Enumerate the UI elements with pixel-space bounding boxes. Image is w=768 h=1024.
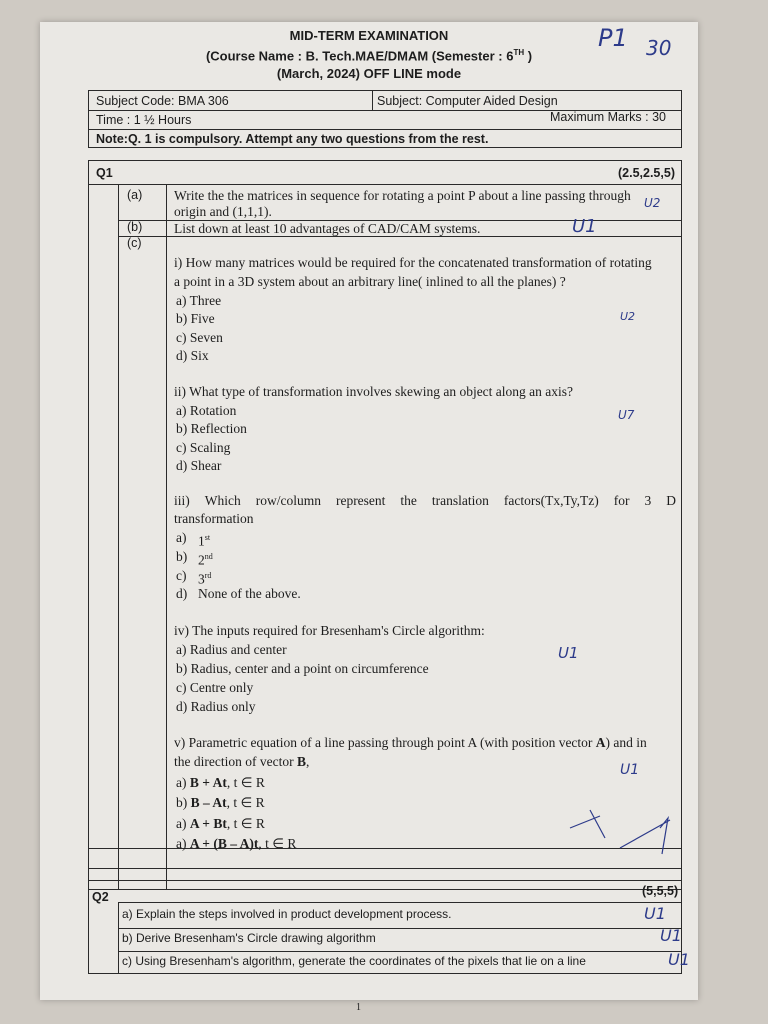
handwritten-q2a-mark: U1 bbox=[644, 904, 666, 923]
mcq-ii-option-a: a) Rotation bbox=[176, 403, 237, 418]
mcq-ii-question: ii) What type of transformation involves skewing an object along an axis? bbox=[174, 384, 574, 399]
q1a-label: (a) bbox=[127, 188, 143, 202]
handwritten-q2c-mark: U1 bbox=[668, 950, 690, 969]
subject-code: Subject Code: BMA 306 bbox=[96, 94, 229, 108]
course-line: (Course Name : B. Tech.MAE/DMAM (Semester : 6TH ) bbox=[205, 48, 533, 64]
q1-label: Q1 bbox=[96, 166, 113, 180]
q1a-text-line1: Write the the matrices in sequence for rotating a point P about a line passing through bbox=[174, 188, 631, 203]
handwritten-page-mark: P1 bbox=[598, 24, 628, 52]
mcq-i-option-c: c) Seven bbox=[176, 330, 223, 345]
mcq-ii-option-b: b) Reflection bbox=[176, 421, 247, 436]
mcq-i-question-line2: a point in a 3D system about an arbitrary line( inlined to all the planes) ? bbox=[174, 274, 566, 289]
q2-marks: (5,5,5) bbox=[642, 884, 679, 898]
mcq-iii-option-d: d) None of the above. bbox=[176, 586, 301, 601]
handwritten-q1b-mark: U1 bbox=[572, 216, 597, 237]
mcq-v-question-line1: v) Parametric equation of a line passing through point A (with position vector A) and in bbox=[174, 735, 647, 750]
q1b-text: List down at least 10 advantages of CAD/CAM systems. bbox=[174, 221, 481, 236]
mcq-iii-question-line1: iii) Which row/column represent the translation factors(Tx,Ty,Tz) for 3 D bbox=[174, 493, 676, 508]
exam-title: MID-TERM EXAMINATION bbox=[289, 28, 449, 43]
mcq-i-question-line1: i) How many matrices would be required for the concatenated transformation of rotating bbox=[174, 255, 652, 270]
mcq-v-question-line2: the direction of vector B, bbox=[174, 754, 310, 769]
maximum-marks: Maximum Marks : 30 bbox=[550, 110, 666, 124]
q1b-label: (b) bbox=[127, 220, 143, 234]
subject-name: Subject: Computer Aided Design bbox=[377, 94, 558, 108]
mcq-iv-option-a: a) Radius and center bbox=[176, 642, 287, 657]
q1-marks: (2.5,2.5,5) bbox=[618, 166, 675, 180]
handwritten-mcq-ii-mark: U7 bbox=[618, 408, 635, 422]
mcq-ii-option-d: d) Shear bbox=[176, 458, 222, 473]
mcq-iii-question-line2: transformation bbox=[174, 511, 254, 526]
mcq-v-option-4: a) A + (B – A)t, t ∈ R bbox=[176, 836, 297, 851]
q1c-label: (c) bbox=[127, 236, 142, 250]
q2c-text: c) Using Bresenham's algorithm, generate the coordinates of the pixels that lie on a line bbox=[122, 954, 586, 968]
mcq-iv-option-b: b) Radius, center and a point on circumference bbox=[176, 661, 429, 676]
mcq-v-option-1: a) B + At, t ∈ R bbox=[176, 775, 265, 790]
q2a-text: a) Explain the steps involved in product development process. bbox=[122, 907, 452, 921]
mcq-iii-option-b: b) 2nd bbox=[176, 549, 213, 568]
handwritten-q1a-mark: U2 bbox=[644, 196, 661, 210]
mcq-v-option-2: b) B – At, t ∈ R bbox=[176, 795, 265, 810]
page-number: 1 bbox=[356, 1002, 361, 1013]
mcq-iii-option-c: c) 3rd bbox=[176, 568, 212, 587]
mcq-iv-option-c: c) Centre only bbox=[176, 680, 254, 695]
handwritten-q2b-mark: U1 bbox=[660, 926, 682, 945]
q1a-text-line2: origin and (1,1,1). bbox=[174, 204, 272, 219]
session-line: (March, 2024) OFF LINE mode bbox=[276, 66, 462, 81]
mcq-i-option-d: d) Six bbox=[176, 348, 209, 363]
mcq-iv-question: iv) The inputs required for Bresenham's Circle algorithm: bbox=[174, 623, 485, 638]
handwritten-mcq-iv-mark: U1 bbox=[558, 644, 579, 662]
handwritten-mcq-v-mark: U1 bbox=[620, 762, 640, 778]
q2b-text: b) Derive Bresenham's Circle drawing algorithm bbox=[122, 931, 376, 945]
time-allowed: Time : 1 ½ Hours bbox=[96, 113, 192, 127]
instructions-note: Note:Q. 1 is compulsory. Attempt any two questions from the rest. bbox=[96, 132, 489, 146]
handwritten-score: 30 bbox=[646, 36, 672, 60]
mcq-i-option-a: a) Three bbox=[176, 293, 222, 308]
pen-scribble bbox=[560, 798, 680, 868]
mcq-v-option-3: a) A + Bt, t ∈ R bbox=[176, 816, 265, 831]
handwritten-mcq-i-mark: U2 bbox=[620, 310, 636, 323]
mcq-ii-option-c: c) Scaling bbox=[176, 440, 231, 455]
mcq-i-option-b: b) Five bbox=[176, 311, 215, 326]
q2-label: Q2 bbox=[92, 890, 109, 904]
mcq-iii-option-a: a) 1st bbox=[176, 530, 211, 549]
exam-paper bbox=[40, 22, 698, 1000]
mcq-iv-option-d: d) Radius only bbox=[176, 699, 256, 714]
